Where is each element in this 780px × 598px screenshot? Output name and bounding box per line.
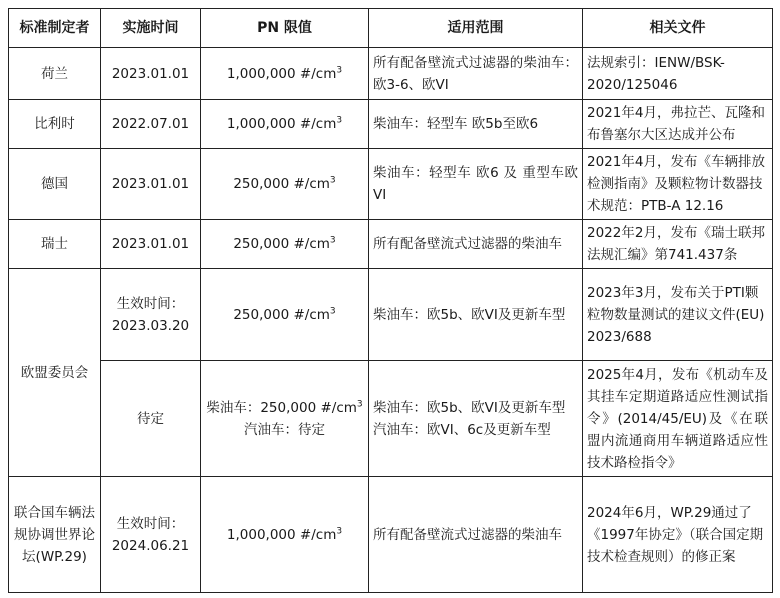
limit-diesel-line bbox=[205, 397, 364, 419]
unit-text: #/cm bbox=[293, 176, 330, 192]
date-cell: 生效时间：2023.03.20 bbox=[101, 269, 201, 361]
scope-cell: 柴油车：轻型车 欧6 及 重型车欧VI bbox=[369, 149, 583, 220]
limit-diesel-label: 柴油车： bbox=[206, 399, 261, 416]
limit-value: 1,000,000 bbox=[226, 65, 296, 82]
table-header-row bbox=[9, 9, 773, 48]
unit-exponent: 3 bbox=[329, 306, 336, 316]
limit-value: 1,000,000 bbox=[226, 116, 296, 132]
unit-exponent: 3 bbox=[336, 115, 343, 126]
unit-text: #/cm bbox=[320, 399, 357, 416]
standard-cell: 荷兰 bbox=[9, 48, 101, 100]
doc-cell: 2021年4月，弗拉芒、瓦隆和布鲁塞尔大区达成并公布 bbox=[583, 100, 773, 149]
doc-cell: 法规索引：IENW/BSK-2020/125046 bbox=[583, 48, 773, 100]
doc-cell: 2023年3月，发布关于PTI颗粒物数量测试的建议文件(EU) 2023/688 bbox=[583, 269, 773, 361]
unit-text: #/cm bbox=[293, 306, 330, 323]
unit-text: #/cm bbox=[299, 65, 337, 82]
table-row bbox=[9, 149, 773, 220]
limit-value: 1,000,000 bbox=[226, 526, 296, 543]
scope-cell: 所有配备壁流式过滤器的柴油车 bbox=[369, 477, 583, 593]
unit-exponent: 3 bbox=[329, 235, 336, 246]
scope-cell: 所有配备壁流式过滤器的柴油车 bbox=[369, 220, 583, 269]
doc-cell: 2025年4月，发布《机动车及其挂车定期道路适应性测试指令》(2014/45/EU)及《在联盟内流通商用车辆道路适应性技术路检指令》 bbox=[583, 361, 773, 477]
unit-exponent: 3 bbox=[336, 65, 343, 75]
limit-petrol-line: 汽油车：待定 bbox=[244, 421, 325, 438]
header-related-docs: 相关文件 bbox=[583, 9, 773, 48]
limit-cell bbox=[201, 100, 369, 149]
unit-text: #/cm bbox=[299, 526, 337, 543]
table-row bbox=[9, 361, 773, 477]
unit-exponent: 3 bbox=[356, 399, 363, 409]
unit-text: #/cm bbox=[299, 116, 337, 132]
limit-cell bbox=[201, 149, 369, 220]
unit-exponent: 3 bbox=[336, 526, 343, 536]
limit-value: 250,000 bbox=[233, 306, 290, 323]
table-row bbox=[9, 48, 773, 100]
date-cell: 生效时间：2024.06.21 bbox=[101, 477, 201, 593]
date-cell: 2023.01.01 bbox=[101, 220, 201, 269]
pn-limit-standards-table bbox=[8, 8, 773, 593]
unit-text: #/cm bbox=[293, 236, 330, 252]
table-row bbox=[9, 477, 773, 593]
standard-cell: 比利时 bbox=[9, 100, 101, 149]
date-cell: 待定 bbox=[101, 361, 201, 477]
date-cell: 2023.01.01 bbox=[101, 48, 201, 100]
standard-cell: 联合国车辆法规协调世界论坛(WP.29) bbox=[9, 477, 101, 593]
table-row bbox=[9, 100, 773, 149]
standard-cell: 欧盟委员会 bbox=[9, 269, 101, 477]
limit-value: 250,000 bbox=[233, 176, 290, 192]
scope-petrol-line: 汽油车：欧VI、6c及更新车型 bbox=[373, 421, 551, 438]
limit-cell bbox=[201, 48, 369, 100]
scope-cell: 柴油车：轻型车 欧5b至欧6 bbox=[369, 100, 583, 149]
table-row bbox=[9, 220, 773, 269]
doc-cell: 2021年4月，发布《车辆排放检测指南》及颗粒物计数器技术规范：PTB-A 12.16 bbox=[583, 149, 773, 220]
limit-cell bbox=[201, 269, 369, 361]
limit-cell bbox=[201, 477, 369, 593]
limit-cell bbox=[201, 361, 369, 477]
header-standard-setter: 标准制定者 bbox=[9, 9, 101, 48]
scope-cell bbox=[369, 361, 583, 477]
header-implementation-date: 实施时间 bbox=[101, 9, 201, 48]
date-cell: 2023.01.01 bbox=[101, 149, 201, 220]
limit-value: 250,000 bbox=[260, 399, 317, 416]
scope-diesel-line: 柴油车：欧5b、欧VI及更新车型 bbox=[373, 399, 566, 416]
unit-exponent: 3 bbox=[329, 175, 336, 186]
standard-cell: 瑞士 bbox=[9, 220, 101, 269]
scope-cell: 所有配备壁流式过滤器的柴油车：欧3-6、欧VI bbox=[369, 48, 583, 100]
limit-cell bbox=[201, 220, 369, 269]
header-scope: 适用范围 bbox=[369, 9, 583, 48]
limit-value: 250,000 bbox=[233, 236, 290, 252]
date-cell: 2022.07.01 bbox=[101, 100, 201, 149]
header-pn-limit: PN 限值 bbox=[201, 9, 369, 48]
doc-cell: 2022年2月，发布《瑞士联邦法规汇编》第741.437条 bbox=[583, 220, 773, 269]
doc-cell: 2024年6月，WP.29通过了《1997年协定》（联合国定期技术检查规则）的修正案 bbox=[583, 477, 773, 593]
standard-cell: 德国 bbox=[9, 149, 101, 220]
scope-cell: 柴油车：欧5b、欧VI及更新车型 bbox=[369, 269, 583, 361]
table-row bbox=[9, 269, 773, 361]
